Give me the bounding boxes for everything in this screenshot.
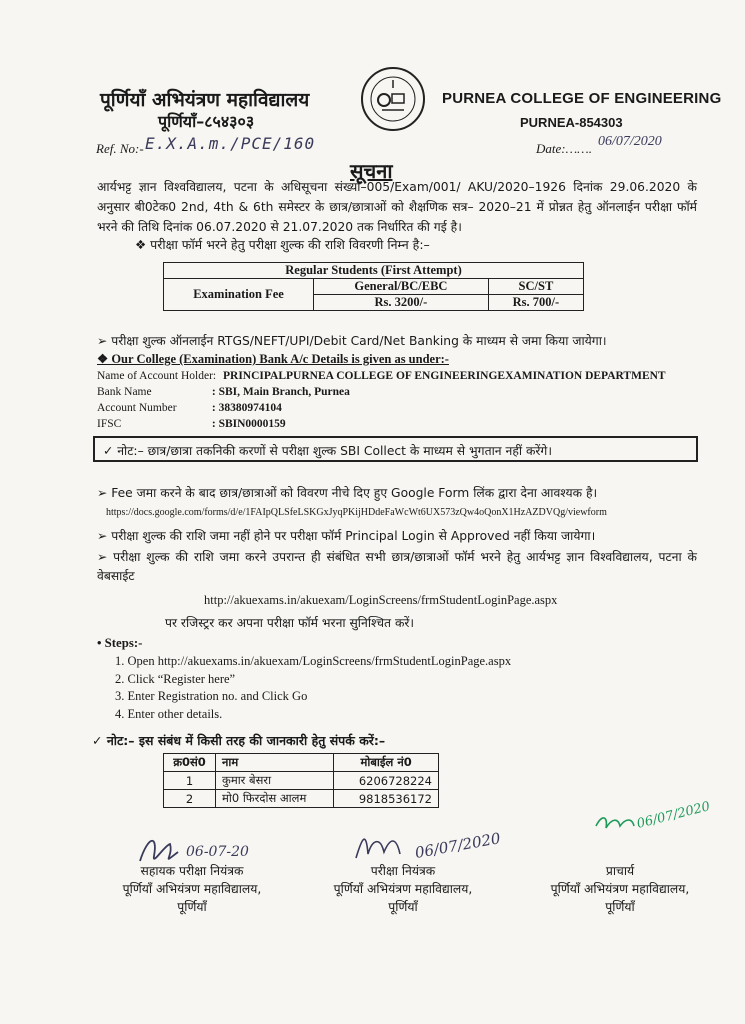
bank-details-heading: ❖ Our College (Examination) Bank A/c Details is given as under:- bbox=[97, 352, 449, 366]
fee-col-scst: SC/ST bbox=[488, 279, 583, 295]
sbi-collect-note: ✓ नोट:– छात्र/छात्रा तकनिकी करणों से परीक्षा शुल्क SBI Collect के माध्यम से भुगतान नहीं करेंगे। bbox=[93, 436, 698, 462]
bank-row-value: : SBI, Main Branch, Purnea bbox=[211, 386, 350, 398]
signature-date-1: 06-07-20 bbox=[186, 844, 249, 860]
fee-table-caption: Regular Students (First Attempt) bbox=[164, 263, 584, 279]
aku-login-link[interactable]: http://akuexams.in/akuexam/LoginScreens/frmStudentLoginPage.aspx bbox=[204, 593, 558, 607]
college-city-english: PURNEA-854303 bbox=[520, 115, 623, 130]
step-item: 2. Click “Register here” bbox=[115, 671, 236, 686]
college-name-english: PURNEA COLLEGE OF ENGINEERING bbox=[442, 90, 722, 107]
college-name-hindi: पूर्णियाँ अभियंत्रण महाविद्यालय bbox=[100, 89, 310, 111]
contact-note: ✓ नोट:– इस संबंध में किसी तरह की जानकारी हेतु संपर्क करें:– bbox=[92, 733, 386, 748]
col-header-mobile: मोबाईल नं0 bbox=[334, 754, 439, 772]
bank-row-account-number bbox=[97, 402, 282, 414]
signature-date-2: 06/07/2020 bbox=[413, 829, 502, 862]
bank-row-value: : SBIN0000159 bbox=[211, 418, 286, 430]
register-text: पर रजिस्ट्रर कर अपना परीक्षा फॉर्म भरना सुनिश्चित करें। bbox=[165, 616, 415, 630]
bank-row-value: PRINCIPALPURNEA COLLEGE OF ENGINEERINGEXAMINATION DEPARTMENT bbox=[223, 370, 666, 382]
fee-col-general: General/BC/EBC bbox=[314, 279, 489, 295]
cell-name: मो0 फिरदोस आलम bbox=[216, 790, 334, 808]
fee-table bbox=[163, 262, 584, 311]
contact-table bbox=[163, 753, 439, 808]
col-header-name: नाम bbox=[216, 754, 334, 772]
fee-value-general: Rs. 3200/- bbox=[314, 295, 489, 311]
table-row bbox=[164, 790, 439, 808]
steps-list bbox=[115, 653, 511, 723]
ref-number: E.X.A.m./PCE/160 bbox=[145, 134, 316, 153]
cell-mobile: 9818536172 bbox=[334, 790, 439, 808]
fee-heading: ❖ परीक्षा फॉर्म भरने हेतु परीक्षा शुल्क की राशि विवरणी निम्न है:– bbox=[135, 237, 430, 252]
ref-label: Ref. No:- bbox=[96, 141, 144, 156]
cell-serial: 2 bbox=[164, 790, 216, 808]
signature-principal bbox=[590, 796, 725, 856]
signatory-city: पूर्णियाँ bbox=[388, 900, 418, 914]
bank-row-bank-name bbox=[97, 386, 350, 398]
bank-row-holder bbox=[97, 370, 666, 382]
register-instruction: ➢ परीक्षा शुल्क की राशि जमा करने उपरान्त ही संबंधित सभी छात्र/छात्राओं फॉर्म भरने हेतु आर्यभट्ट ज्ञान विश्वविद्यालय, पटना के वेबसाईट bbox=[97, 550, 697, 583]
signature-block-exam-controller bbox=[293, 862, 513, 916]
cell-name: कुमार बेसरा bbox=[216, 772, 334, 790]
bank-row-label: Bank Name bbox=[97, 386, 152, 398]
step-item: 3. Enter Registration no. and Click Go bbox=[115, 689, 308, 703]
col-header-serial: क्र0सं0 bbox=[164, 754, 216, 772]
bank-row-label: IFSC bbox=[97, 418, 122, 430]
college-city-hindi: पूर्णियाँ–८५४३०३ bbox=[158, 112, 255, 131]
google-form-link[interactable]: https://docs.google.com/forms/d/e/1FAIpQLSfeLSKGxJyqPKijHDdeFaWcWt6UX573zQw4oQonX1HzAZDVQg/viewform bbox=[106, 507, 607, 518]
step-item: 4. Enter other details. bbox=[115, 706, 223, 721]
bank-row-value: : 38380974104 bbox=[211, 402, 282, 414]
intro-paragraph: आर्यभट्ट ज्ञान विश्वविद्यालय, पटना के अधिसूचना संख्या–005/Exam/001/ AKU/2020–1926 दिनांक 29.06.2020 के अनुसार बी0टेक0 2nd, 4th & 6th समेस्टर के छात्र/छात्राओं को शैक्षणिक सत्र– 2020–21 में प्रोन्नत हेतु ऑनलाईन परीक्षा फॉर्म भरने की तिथि दिनांक 06.07.2020 से 21.07.2020 तक निर्धारित की गई है। bbox=[97, 180, 697, 234]
bank-row-label: Name of Account Holder: bbox=[97, 370, 217, 382]
bank-row-label: Account Number bbox=[97, 402, 177, 414]
signatory-org: पूर्णियाँ अभियंत्रण महाविद्यालय, bbox=[122, 882, 262, 896]
signature-block-assistant-controller bbox=[92, 862, 292, 916]
cell-mobile: 6206728224 bbox=[334, 772, 439, 790]
payment-mode-text: ➢ परीक्षा शुल्क ऑनलाईन RTGS/NEFT/UPI/Debit Card/Net Banking के माध्यम से जमा किया जायेगा। bbox=[97, 334, 607, 348]
bank-row-ifsc bbox=[97, 418, 286, 430]
signatory-org: पूर्णियाँ अभियंत्रण महाविद्यालय, bbox=[550, 882, 690, 896]
signatory-role: प्राचार्य bbox=[605, 864, 635, 878]
signatory-city: पूर्णियाँ bbox=[605, 900, 635, 914]
signature-date-3: 06/07/2020 bbox=[635, 799, 712, 832]
step-item: 1. Open http://akuexams.in/akuexam/LoginScreens/frmStudentLoginPage.aspx bbox=[115, 654, 512, 668]
signatory-city: पूर्णियाँ bbox=[177, 900, 207, 914]
cell-serial: 1 bbox=[164, 772, 216, 790]
steps-heading: • Steps:- bbox=[97, 636, 143, 650]
fee-value-scst: Rs. 700/- bbox=[488, 295, 583, 311]
approval-note: ➢ परीक्षा शुल्क की राशि जमा नहीं होने पर परीक्षा फॉर्म Principal Login से Approved नहीं किया जायेगा। bbox=[97, 529, 596, 543]
table-row bbox=[164, 772, 439, 790]
table-header-row bbox=[164, 754, 439, 772]
date-label: Date:……. bbox=[536, 141, 592, 156]
signatory-role: परीक्षा नियंत्रक bbox=[370, 864, 436, 878]
date-value: 06/07/2020 bbox=[598, 134, 662, 149]
signatory-org: पूर्णियाँ अभियंत्रण महाविद्यालय, bbox=[333, 882, 473, 896]
notice-title: सूचना bbox=[350, 159, 393, 183]
signature-block-principal bbox=[520, 862, 720, 916]
fee-row-label: Examination Fee bbox=[164, 279, 314, 311]
college-logo bbox=[360, 66, 426, 132]
signatory-role: सहायक परीक्षा नियंत्रक bbox=[140, 864, 244, 878]
google-form-instruction: ➢ Fee जमा करने के बाद छात्र/छात्राओं को विवरण नीचे दिए हुए Google Form लिंक द्वारा देना आवश्यक है। bbox=[97, 486, 598, 500]
